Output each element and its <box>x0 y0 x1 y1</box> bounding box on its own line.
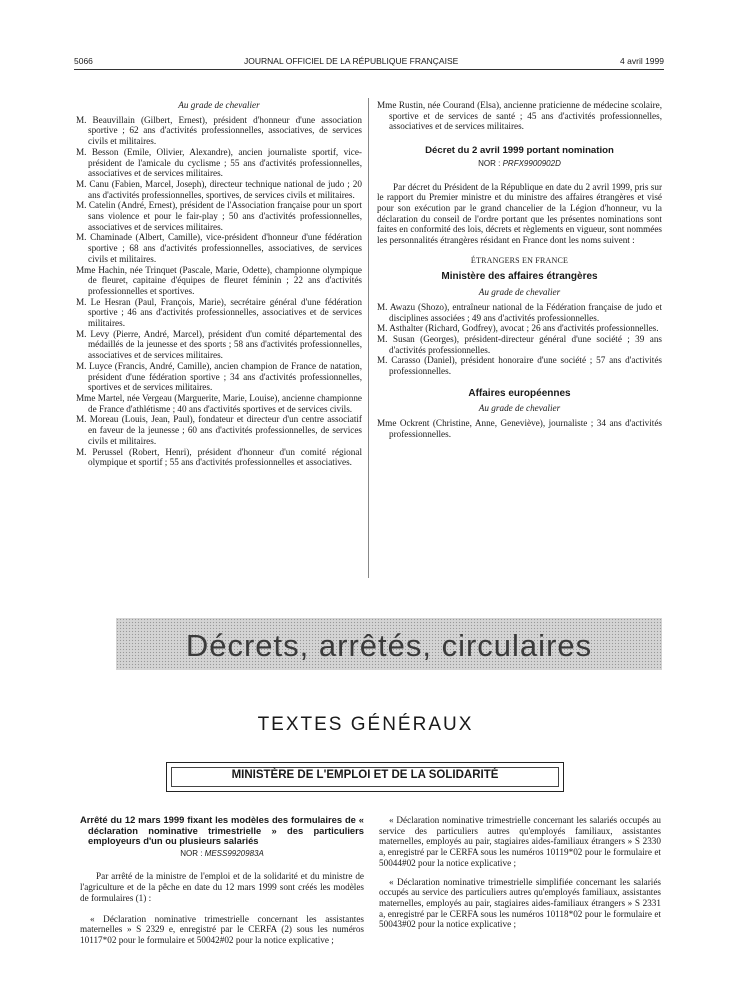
list-item: M. Le Hesran (Paul, François, Marie), secrétaire général d'une fédération sportive ; 46 ans d'activités professionnelles, associatives et de services militaires. <box>76 296 362 329</box>
list-item: Mme Ockrent (Christine, Anne, Geneviève), journaliste ; 34 ans d'activités professionnelles. <box>377 418 662 439</box>
list-item: M. Chaminade (Albert, Camille), vice-président d'honneur d'une fédération sportive ; 68 ans d'activités professionnelles, associatives, de services civils et militaires. <box>76 232 362 264</box>
right-column <box>377 100 662 440</box>
journal-title: JOURNAL OFFICIEL DE LA RÉPUBLIQUE FRANÇAISE <box>244 56 459 66</box>
list-item: M. Canu (Fabien, Marcel, Joseph), directeur technique national de judo ; 20 ans d'activités professionnelles, sportives, de services civils et militaires. <box>76 178 362 200</box>
nor-reference <box>377 159 662 170</box>
left-column <box>76 100 362 468</box>
list-item: Mme Martel, née Vergeau (Marguerite, Marie, Louise), ancienne championne de France d'athlétisme ; 40 ans d'activités sportives et de services civils. <box>76 392 362 414</box>
list-item: M. Awazu (Shozo), entraîneur national de la Fédération française de judo et disciplines associées ; 49 ans d'activités professionnelles. <box>377 301 662 323</box>
ministry-box-title: MINISTÈRE DE L'EMPLOI ET DE LA SOLIDARITÉ <box>231 769 499 781</box>
list-item: M. Carasso (Daniel), président honoraire d'une société ; 57 ans d'activités professionnelles. <box>377 355 662 377</box>
bottom-left-column <box>80 815 364 946</box>
page-header <box>74 56 664 68</box>
list-item: M. Catelin (André, Ernest), président de l'Association française pour un sport sans violence et pour le fair-play ; 50 ans d'activités professionnelles, associatives et de services militaires. <box>76 200 362 232</box>
ministry-box <box>166 762 564 792</box>
nor-code: PRFX9900902D <box>502 158 561 168</box>
list-item: M. Levy (Pierre, André, Marcel), président d'un comité départemental des médaillés de la jeunesse et des sports ; 58 ans d'activités professionnelles, associatives et de services militaires. <box>76 328 362 361</box>
nor-reference <box>80 849 364 860</box>
section-banner <box>116 618 662 670</box>
grade-heading: Au grade de chevalier <box>178 100 260 110</box>
page-number: 5066 <box>74 56 93 66</box>
quote-paragraph: « Déclaration nominative trimestrielle concernant les salariés occupés au service des particuliers autres qu'employés familiaux, assistantes maternelles, employés au pair, stagiaires aides-familiaux étrangers » S 2330 a, enregistré par le CERFA sous les numéros 10119*02 pour le formulaire et 50044#02 pour la notice explicative ; <box>379 815 661 868</box>
list-item: M. Perussel (Robert, Henri), président d'honneur d'un comité régional olympique et sportif ; 55 ans d'activités professionnelles et associatives. <box>76 446 362 468</box>
ministry-heading: Ministère des affaires étrangères <box>441 271 598 283</box>
bottom-right-column <box>379 815 661 930</box>
decret-paragraph: Par décret du Président de la République en date du 2 avril 1999, pris sur le rapport du Premier ministre et du ministre des affaires étrangères et visé pour son exécution par le grand chancelier de la Légion d'honneur, vu la déclaration du conseil de l'ordre portant que les présentes nominations sont faites en conformité des lois, décrets et règlements en vigueur, sont nommées les personnalités étrangères résidant en France dont les noms suivent : <box>377 181 662 246</box>
quote-paragraph: « Déclaration nominative trimestrielle simplifiée concernant les salariés occupés au service des particuliers autres qu'employés familiaux, assistantes maternelles, employés au pair, stagiaires aides-familiaux étrangers » S 2331 a, enregistré par le CERFA sous les numéros 10118*02 pour le formulaire et 50043#02 pour la notice explicative ; <box>379 876 661 930</box>
arrete-title: Arrêté du 12 mars 1999 fixant les modèles des formulaires de « déclaration nominative trimestrielle » des particuliers employeurs d'un ou plusieurs salariés <box>80 814 364 847</box>
quote-paragraph: « Déclaration nominative trimestrielle concernant les assistantes maternelles » S 2329 e, enregistré par le CERFA (2) sous les numéros 10117*02 pour le formulaire et 50042#02 pour la notice explicative ; <box>80 913 364 945</box>
header-rule <box>74 69 664 70</box>
nor-label: NOR : <box>478 158 501 168</box>
column-divider <box>368 98 369 578</box>
grade-heading: Au grade de chevalier <box>478 287 561 298</box>
grade-heading: Au grade de chevalier <box>478 403 561 414</box>
list-item: M. Susan (Georges), président-directeur général d'une société ; 39 ans d'activités professionnelles. <box>377 333 662 355</box>
decret-title: Décret du 2 avril 1999 portant nomination <box>425 145 614 157</box>
section-caps-heading: ÉTRANGERS EN FRANCE <box>470 255 569 265</box>
banner-title: Décrets, arrêtés, circulaires <box>185 628 593 663</box>
issue-date: 4 avril 1999 <box>620 56 664 66</box>
nor-label: NOR : <box>180 848 203 858</box>
list-item: M. Beauvillain (Gilbert, Ernest), président d'honneur d'une association sportive ; 62 ans d'activités professionnelles, associatives, de services civils et militaires. <box>76 114 362 147</box>
section-heading: Affaires européennes <box>468 387 571 399</box>
list-item: M. Besson (Emile, Olivier, Alexandre), ancien journaliste sportif, vice-président de l'amicale du cyclisme ; 55 ans d'activités professionnelles, associatives et de services militaires. <box>76 146 362 179</box>
list-item: M. Luyce (Francis, André, Camille), ancien champion de France de natation, président d'une fédération sportive ; 34 ans d'activités professionnelles, sportives et de services militaires. <box>76 360 362 393</box>
textes-generaux-heading: TEXTES GÉNÉRAUX <box>257 714 474 735</box>
list-item: M. Asthalter (Richard, Godfrey), avocat ; 26 ans d'activités professionnelles. <box>377 323 659 334</box>
list-item: Mme Hachin, née Trinquet (Pascale, Marie, Odette), championne olympique de fleuret, capitaine d'équipes de fleuret féminin ; 22 ans d'activités professionnelles et sportives. <box>76 264 362 296</box>
nor-code: MESS9920983A <box>204 848 264 858</box>
list-item: M. Moreau (Louis, Jean, Paul), fondateur et directeur d'un centre associatif en faveur de la jeunesse ; 60 ans d'activités professionnelles, de services civils et militaires. <box>76 414 362 446</box>
arrete-intro: Par arrêté de la ministre de l'emploi et de la solidarité et du ministre de l'agriculture et de la pêche en date du 12 mars 1999 sont créés les modèles de formulaires (1) : <box>80 871 364 903</box>
list-item: Mme Rustin, née Courand (Elsa), ancienne praticienne de médecine scolaire, sportive et de services de santé ; 45 ans d'activités professionnelles, associatives et de services militaires. <box>377 100 662 132</box>
